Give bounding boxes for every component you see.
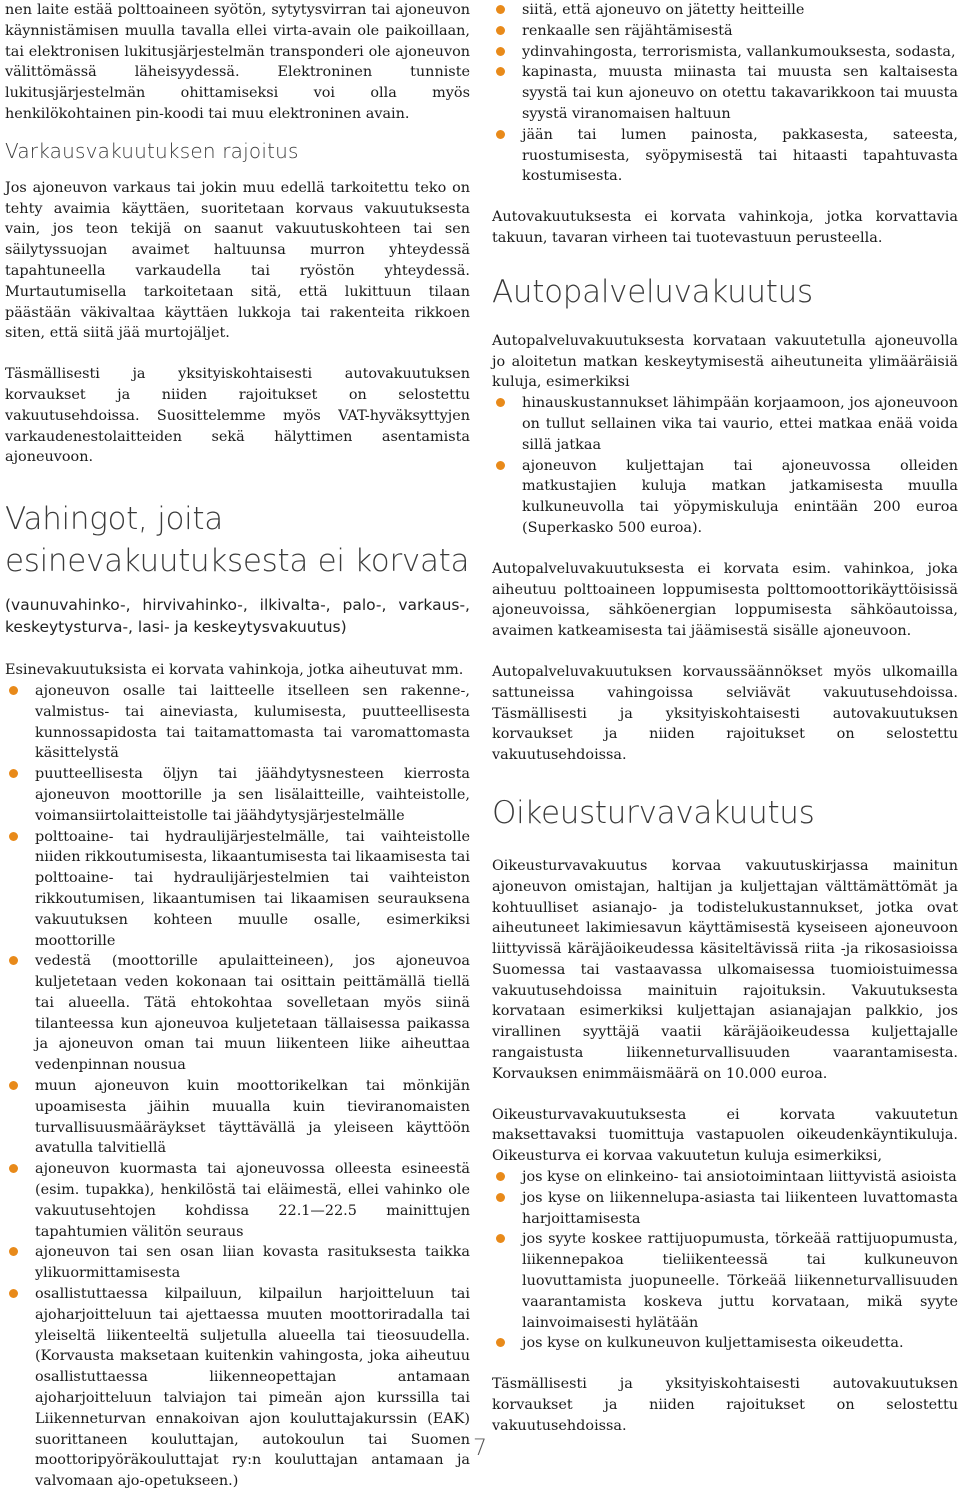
list-item: jos syyte koskee rattijuopumusta, törkeää rattijuopumusta, liikennepakoa tieliikenteessä tai kulkuneuvon luovuttamista juopuneelle. Törkeää liikenneturvallisuuden vaarantamista koskeva juttu korvataan, mikä syyte lainvoimaisesti hylätään — [492, 1229, 958, 1333]
theft-paragraph-2: Täsmällisesti ja yksityiskohtaisesti autovakuutuksen korvaukset ja niiden rajoitukset on selostettu vakuutusehdoissa. Suosittelemme myös VAT-hyväksyttyjen varkaudenestolaitteiden sekä hälyttimen asentamista ajoneuvoon. — [5, 366, 470, 466]
roadside-heading: Autopalveluvakuutus — [492, 273, 813, 310]
bullet-icon — [496, 398, 505, 407]
left-column — [5, 0, 470, 1492]
bullet-icon — [496, 1234, 505, 1243]
bullet-icon — [9, 832, 18, 841]
damage-list — [5, 681, 470, 1492]
list-item: puutteellisesta öljyn tai jäähdytysnesteen kierrosta ajoneuvon moottorille ja sen lisälaitteille, vaihteistolle, voimansiirtolaitteistolle tai jäähdytysjärjestelmälle — [5, 764, 470, 826]
list-item: jos kyse on kulkuneuvon kuljettamisesta oikeudetta. — [492, 1333, 958, 1354]
bullet-icon — [496, 67, 505, 76]
list-item: vedestä (moottorille apulaitteineen), jos ajoneuvoa kuljetetaan veden kokonaan tai osittain peittämällä tiellä tai alueella. Tätä ehtokohtaa sovelletaan myös siinä tilanteessa kun ajoneuvoa kuljetetaan tällaisessa paikassa ja ajoneuvon oman tai muun liikenteen liike aiheuttaa vedenpinnan nousua — [5, 951, 470, 1076]
legal-list — [492, 1167, 958, 1354]
list-item: ajoneuvon osalle tai laitteelle itselleen sen rakenne-, valmistus- tai aineviasta, kulumisesta, puutteellisesta kunnossapidosta tai taitamattomasta tai varomattomasta käsittelystä — [5, 681, 470, 764]
bullet-icon — [9, 1289, 18, 1298]
bullet-icon — [9, 686, 18, 695]
theft-limit-heading: Varkausvakuutuksen rajoitus — [5, 138, 299, 163]
bullet-icon — [9, 1081, 18, 1090]
list-item: osallistuttaessa kilpailuun, kilpailun harjoitteluun tai ajoharjoitteluun tai ajettaessa muuten moottoriradalla tai yleiseltä liikenteeltä suljetulla alueella tai tieosuudella. (Korvausta maksetaan kuitenkin vahingosta, joka aiheutuu osallistuttaessa liikenneopettajan antamaan ajoharjoitteluun talviajon tai pimeän ajon kurssilla tai Liikenneturvan ennakoivan ajon kouluttajakurssin (EAK) suorittaneen kouluttajan, autokoulun tai Suomen moottoripyöräkouluttajat ry:n kouluttajan antamaan ja valvomaan ajo-opetukseen.) — [5, 1284, 470, 1492]
list-item: jos kyse on elinkeino- tai ansiotoimintaan liittyvistä asioista — [492, 1167, 958, 1188]
warranty-paragraph: Autovakuutuksesta ei korvata vahinkoja, jotka korvattavia takuun, tavaran virheen tai tuotevastuun perusteella. — [492, 209, 958, 246]
list-item: hinauskustannukset lähimpään korjaamoon, jos ajoneuvoon on tullut sellainen vika tai vaurio, ettei matkaa enää voida sillä jatkaa — [492, 393, 958, 455]
legal-paragraph-3: Täsmällisesti ja yksityiskohtaisesti autovakuutuksen korvaukset ja niiden rajoitukset on selostettu vakuutusehdoissa. — [492, 1376, 958, 1434]
list-item: kapinasta, muusta miinasta tai muusta sen kaltaisesta syystä tai kun ajoneuvo on otettu takavarikkoon tai muusta syystä viranomaisen haltuun — [492, 62, 958, 124]
roadside-paragraph-2: Autopalveluvakuutuksesta ei korvata esim. vahinkoa, joka aiheutuu polttoaineen loppumisesta polttomoottorikäyttöisissä ajoneuvoissa, sähköenergian loppumisesta sähköautoissa, avaimen katkeamisesta tai jäämisestä sisälle ajoneuvoon. — [492, 560, 958, 640]
exclusions-list — [492, 0, 958, 187]
bullet-icon — [496, 26, 505, 35]
legal-paragraph-2: Oikeusturvavakuutuksesta ei korvata vakuutetun maksettavaksi tuomittuja vastapuolen oikeudenkäyntikuluja. Oikeusturva ei korvaa vakuutetun kuluja esimerkiksi, — [492, 1106, 958, 1165]
list-item: siitä, että ajoneuvo on jätetty heitteille — [492, 0, 958, 21]
damage-intro: Esinevakuutuksista ei korvata vahinkoja, jotka aiheutuvat mm. — [5, 662, 464, 679]
list-item: ydinvahingosta, terrorismista, vallankumouksesta, sodasta, — [492, 42, 958, 63]
damage-heading: Vahingot, joita esinevakuutuksesta ei korvata — [5, 501, 470, 580]
list-item: jään tai lumen painosta, pakkasesta, sateesta, ruostumisesta, syöpymisestä tai hitaasti tapahtuvasta kostumisesta. — [492, 125, 958, 187]
list-item: ajoneuvon kuormasta tai ajoneuvossa olleesta esineestä (esim. tupakka), henkilöstä tai eläimestä, ellei vahinko ole vakuutusehtojen kohdissa 22.1—22.5 mainittujen tapahtumien välitön seuraus — [5, 1159, 470, 1242]
bullet-icon — [496, 47, 505, 56]
right-column — [492, 0, 958, 1437]
bullet-icon — [496, 130, 505, 139]
list-item: ajoneuvon kuljettajan tai ajoneuvossa olleiden matkustajien kuluja matkan jatkamisesta muulla kulkuneuvolla tai yöpymiskuluja enintään 200 euroa (Superkasko 500 euroa). — [492, 456, 958, 539]
bullet-icon — [496, 1193, 505, 1202]
list-item: jos kyse on liikennelupa-asiasta tai liikenteen luvattomasta harjoittamisesta — [492, 1188, 958, 1230]
roadside-list — [492, 393, 958, 539]
list-item: muun ajoneuvon kuin moottorikelkan tai mönkijän upoamisesta jäihin muualla kuin tieviranomaisten turvallisuusmääräykset täyttävällä ja yleiseen käyttöön avatulla talvitiellä — [5, 1076, 470, 1159]
theft-paragraph-1: Jos ajoneuvon varkaus tai jokin muu edellä tarkoitettu teko on tehty avaimia käyttäen, suoritetaan korvaus vakuutuksesta vain, jos teon tekijä on saanut vakuutuskohteen tai sen säilytyssuojan avaimet haltuunsa murron yhteydessä tapahtuneella varkaudella tai ryöstön yhteydessä. Murtautumisella tarkoitetaan sitä, että lukittuun tilaan päästään väkivaltaa käyttäen lukkoja tai rakenteita rikkoen siten, että siitä jää murtojäljet. — [5, 179, 470, 342]
bullet-icon — [9, 956, 18, 965]
list-item: renkaalle sen räjähtämisestä — [492, 21, 958, 42]
intro-paragraph: nen laite estää polttoaineen syötön, sytytysvirran tai ajoneuvon käynnistämisen muulla tavalla ellei virta-avain ole paikoillaan, tai elektronisen lukitusjärjestelmän transponderi ole ajoneuvon välittömässä läheisyydessä. Elektroninen tunniste lukitusjärjestelmän ohittamiseksi voi olla myös henkilökohtainen pin-koodi tai muu elektroninen avain. — [5, 2, 470, 122]
legal-heading: Oikeusturvavakuutus — [492, 794, 815, 831]
roadside-paragraph-3: Autopalveluvakuutuksen korvaussäännökset myös ulkomailla sattuneissa vahingoissa selviävät vakuutusehdoissa. Täsmällisesti ja yksityiskohtaisesti autovakuutuksen korvaukset ja niiden rajoitukset on selostettu vakuutusehdoissa. — [492, 663, 958, 764]
page-number: 7 — [473, 1436, 487, 1461]
damage-subtitle: (vaunuvahinko-, hirvivahinko-, ilkivalta-, palo-, varkaus-, keskeytysturva-, lasi- ja keskeytysvakuutus) — [5, 596, 470, 637]
bullet-icon — [9, 1164, 18, 1173]
bullet-icon — [496, 1338, 505, 1347]
bullet-icon — [496, 5, 505, 14]
roadside-intro: Autopalveluvakuutuksesta korvataan vakuutetulla ajoneuvolla jo aloitetun matkan keskeytymisestä aiheutuneita ylimääräisiä kuluja, esimerkiksi — [492, 332, 958, 391]
bullet-icon — [496, 1172, 505, 1181]
bullet-icon — [9, 1247, 18, 1256]
legal-paragraph-1: Oikeusturvavakuutus korvaa vakuutuskirjassa mainitun ajoneuvon omistajan, haltijan ja kuljettajan välttämättömät ja kohtuulliset asianajo- ja todistelukustannukset, jotka ovat aiheutuneet lakimiesavun käyttämisestä kyseiseen ajoneuvoon liittyvissä käräjäoikeudessa käsiteltävissä riita -ja rikosasioissa Suomessa tai vastaavassa ulkomaisessa tuomioistuimessa vakuutusehdoissa mainituin rajoituksin. Vakuutuksesta korvataan esimerkiksi kuljettajan asianajajan palkkio, jos virallinen syyttäjä vaatii käräjäoikeudessa kuljettajalle rangaistusta liikenneturvallisuuden vaarantamisesta. Korvauksen enimmäismäärä on 10.000 euroa. — [492, 857, 958, 1082]
bullet-icon — [496, 461, 505, 470]
list-item: polttoaine- tai hydraulijärjestelmälle, tai vaihteistolle niiden rikkoutumisesta, likaantumisesta tai likaamisesta tai polttoaine- tai hydraulijärjestelmien tai vaihteiston rikkoutumisen, likaantumisen tai likaamisen seurauksena vakuutuksen kohteen muulle osalle, esimerkiksi moottorille — [5, 827, 470, 952]
list-item: ajoneuvon tai sen osan liian kovasta rasituksesta taikka ylikuormittamisesta — [5, 1242, 470, 1284]
bullet-icon — [9, 769, 18, 778]
